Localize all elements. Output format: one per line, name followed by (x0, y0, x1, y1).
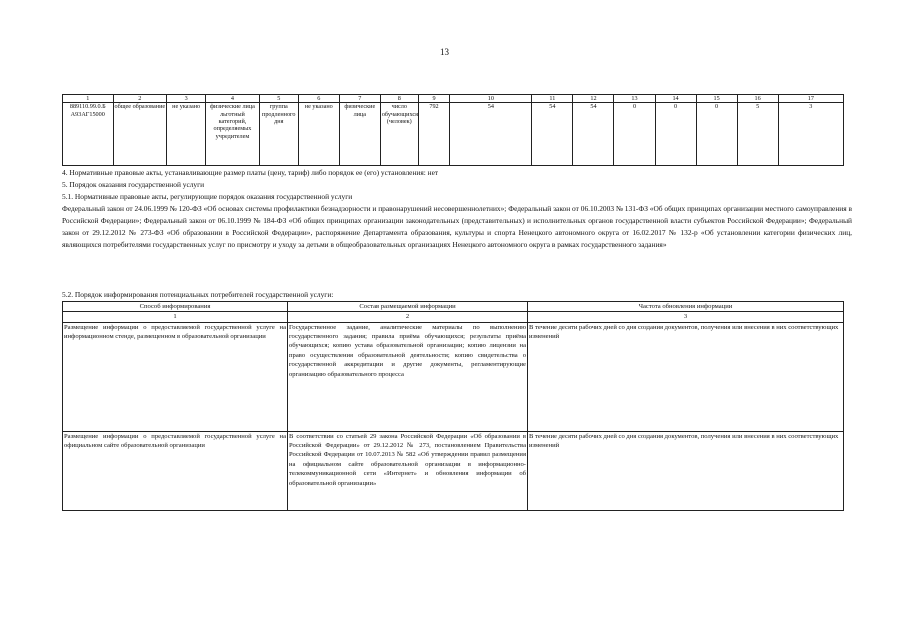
column-number-1: 1 (63, 95, 114, 103)
indicators-table-row (63, 103, 844, 166)
table-cell: 792 (418, 103, 450, 166)
table-row (63, 431, 844, 510)
table-cell: 54 (450, 103, 532, 166)
column-number-4: 4 (206, 95, 260, 103)
table-cell: группа продленного дня (259, 103, 298, 166)
informing-content-cell: Государственное задание, аналитические материалы по выполнению государственного задания; правила приёма обучающихся; результаты приёма обучающихся; копию устава образовательной организации; копию лицензии на право осуществления образовательной деятельности; копию свидетельства о государственной аккредитации и другие документы, регламентирующие организацию образовательного процесса (288, 322, 528, 431)
column-header-content: Состав размещаемой информации (288, 302, 528, 312)
column-number-3: 3 (167, 95, 206, 103)
section-5-title: 5. Порядок оказания государственной услуги (62, 180, 205, 189)
informing-table-header-row (63, 302, 844, 312)
column-number-15: 15 (696, 95, 737, 103)
informing-frequency-cell: В течение десяти рабочих дней со дня создания документов, получения или внесения в них соответствующих изменений (528, 322, 844, 431)
table-cell: 889110.99.0.Б А93АГ15000 (63, 103, 114, 166)
section-5-1-title: 5.1. Нормативные правовые акты, регулирующие порядок оказания государственной услуги (62, 192, 353, 201)
column-number-9: 9 (418, 95, 450, 103)
table-row (63, 322, 844, 431)
column-header-method: Способ информирования (63, 302, 288, 312)
column-number-12: 12 (573, 95, 614, 103)
column-number-17: 17 (778, 95, 843, 103)
table-cell: число обучающихся (человек) (380, 103, 418, 166)
table-cell: 0 (696, 103, 737, 166)
table-cell: 0 (614, 103, 655, 166)
column-number-11: 11 (532, 95, 573, 103)
informing-table (62, 301, 844, 511)
table-cell: 54 (573, 103, 614, 166)
column-number-13: 13 (614, 95, 655, 103)
page-number: 13 (440, 47, 449, 57)
indicators-table-header-row (63, 95, 844, 103)
column-number-3: 3 (528, 312, 844, 322)
column-number-14: 14 (655, 95, 696, 103)
table-cell: 3 (778, 103, 843, 166)
section-5-2-title: 5.2. Порядок информирования потенциальных потребителей государственной услуги: (62, 290, 334, 299)
table-cell: физические лица льготный категорий, определяемых учредителем (206, 103, 260, 166)
informing-method-cell: Размещение информации о предоставляемой государственной услуге на информационном стенде, размещенном в образовательной организации (63, 322, 288, 431)
informing-table-number-row (63, 312, 844, 322)
table-cell: 0 (655, 103, 696, 166)
indicators-table (62, 94, 844, 166)
column-number-6: 6 (298, 95, 339, 103)
table-cell: общее образование (113, 103, 167, 166)
column-number-5: 5 (259, 95, 298, 103)
column-number-10: 10 (450, 95, 532, 103)
column-number-2: 2 (113, 95, 167, 103)
table-cell: физические лица (339, 103, 380, 166)
section-4-payment: 4. Нормативные правовые акты, устанавливающие размер платы (цену, тариф) либо порядок ее (его) установления: нет (62, 168, 439, 177)
table-cell: не указано (167, 103, 206, 166)
informing-method-cell: Размещение информации о предоставляемой государственной услуге на официальном сайте образовательной организации (63, 431, 288, 510)
column-header-frequency: Частота обновления информации (528, 302, 844, 312)
normative-acts-text: Федеральный закон от 24.06.1999 № 120-ФЗ «Об основах системы профилактики безнадзорности и правонарушений несовершеннолетних»; Федеральный закон от 06.10.2003 № 131-ФЗ «Об общих принципах организации местного самоуправления в Российской Федерации»; Федеральный закон от 06.10.1999 № 184-ФЗ «Об общих принципах организации законодательных (представительных) и исполнительных органов государственной власти субъектов Российской Федерации»; Федеральный закон от 29.12.2012 № 273-ФЗ «Об образовании в Российской Федерации», распоряжение Департамента образования, культуры и спорта Ненецкого автономного округа от 16.02.2017 № 132-р «Об установлении категории физических лиц, являющихся потребителями государственных услуг по присмотру и уходу за детьми в общеобразовательных организациях Ненецкого автономного округа в рамках государственного задания» (62, 204, 852, 249)
informing-content-cell: В соответствии со статьей 29 закона Российской Федерации «Об образовании в Российской Федерации» от 29.12.2012 № 273, постановлением Правительства Российской Федерации от 10.07.2013 № 582 «Об утверждении правил размещения на официальном сайте образовательной организации в информационно-телекоммуникационной сети «Интернет» и обновления информации об образовательной организации» (288, 431, 528, 510)
informing-frequency-cell: В течение десяти рабочих дней со дня создания документов, получения или внесения в них соответствующих изменений (528, 431, 844, 510)
column-number-16: 16 (737, 95, 778, 103)
column-number-1: 1 (63, 312, 288, 322)
column-number-2: 2 (288, 312, 528, 322)
table-cell: 54 (532, 103, 573, 166)
table-cell: не указано (298, 103, 339, 166)
column-number-8: 8 (380, 95, 418, 103)
column-number-7: 7 (339, 95, 380, 103)
table-cell: 5 (737, 103, 778, 166)
